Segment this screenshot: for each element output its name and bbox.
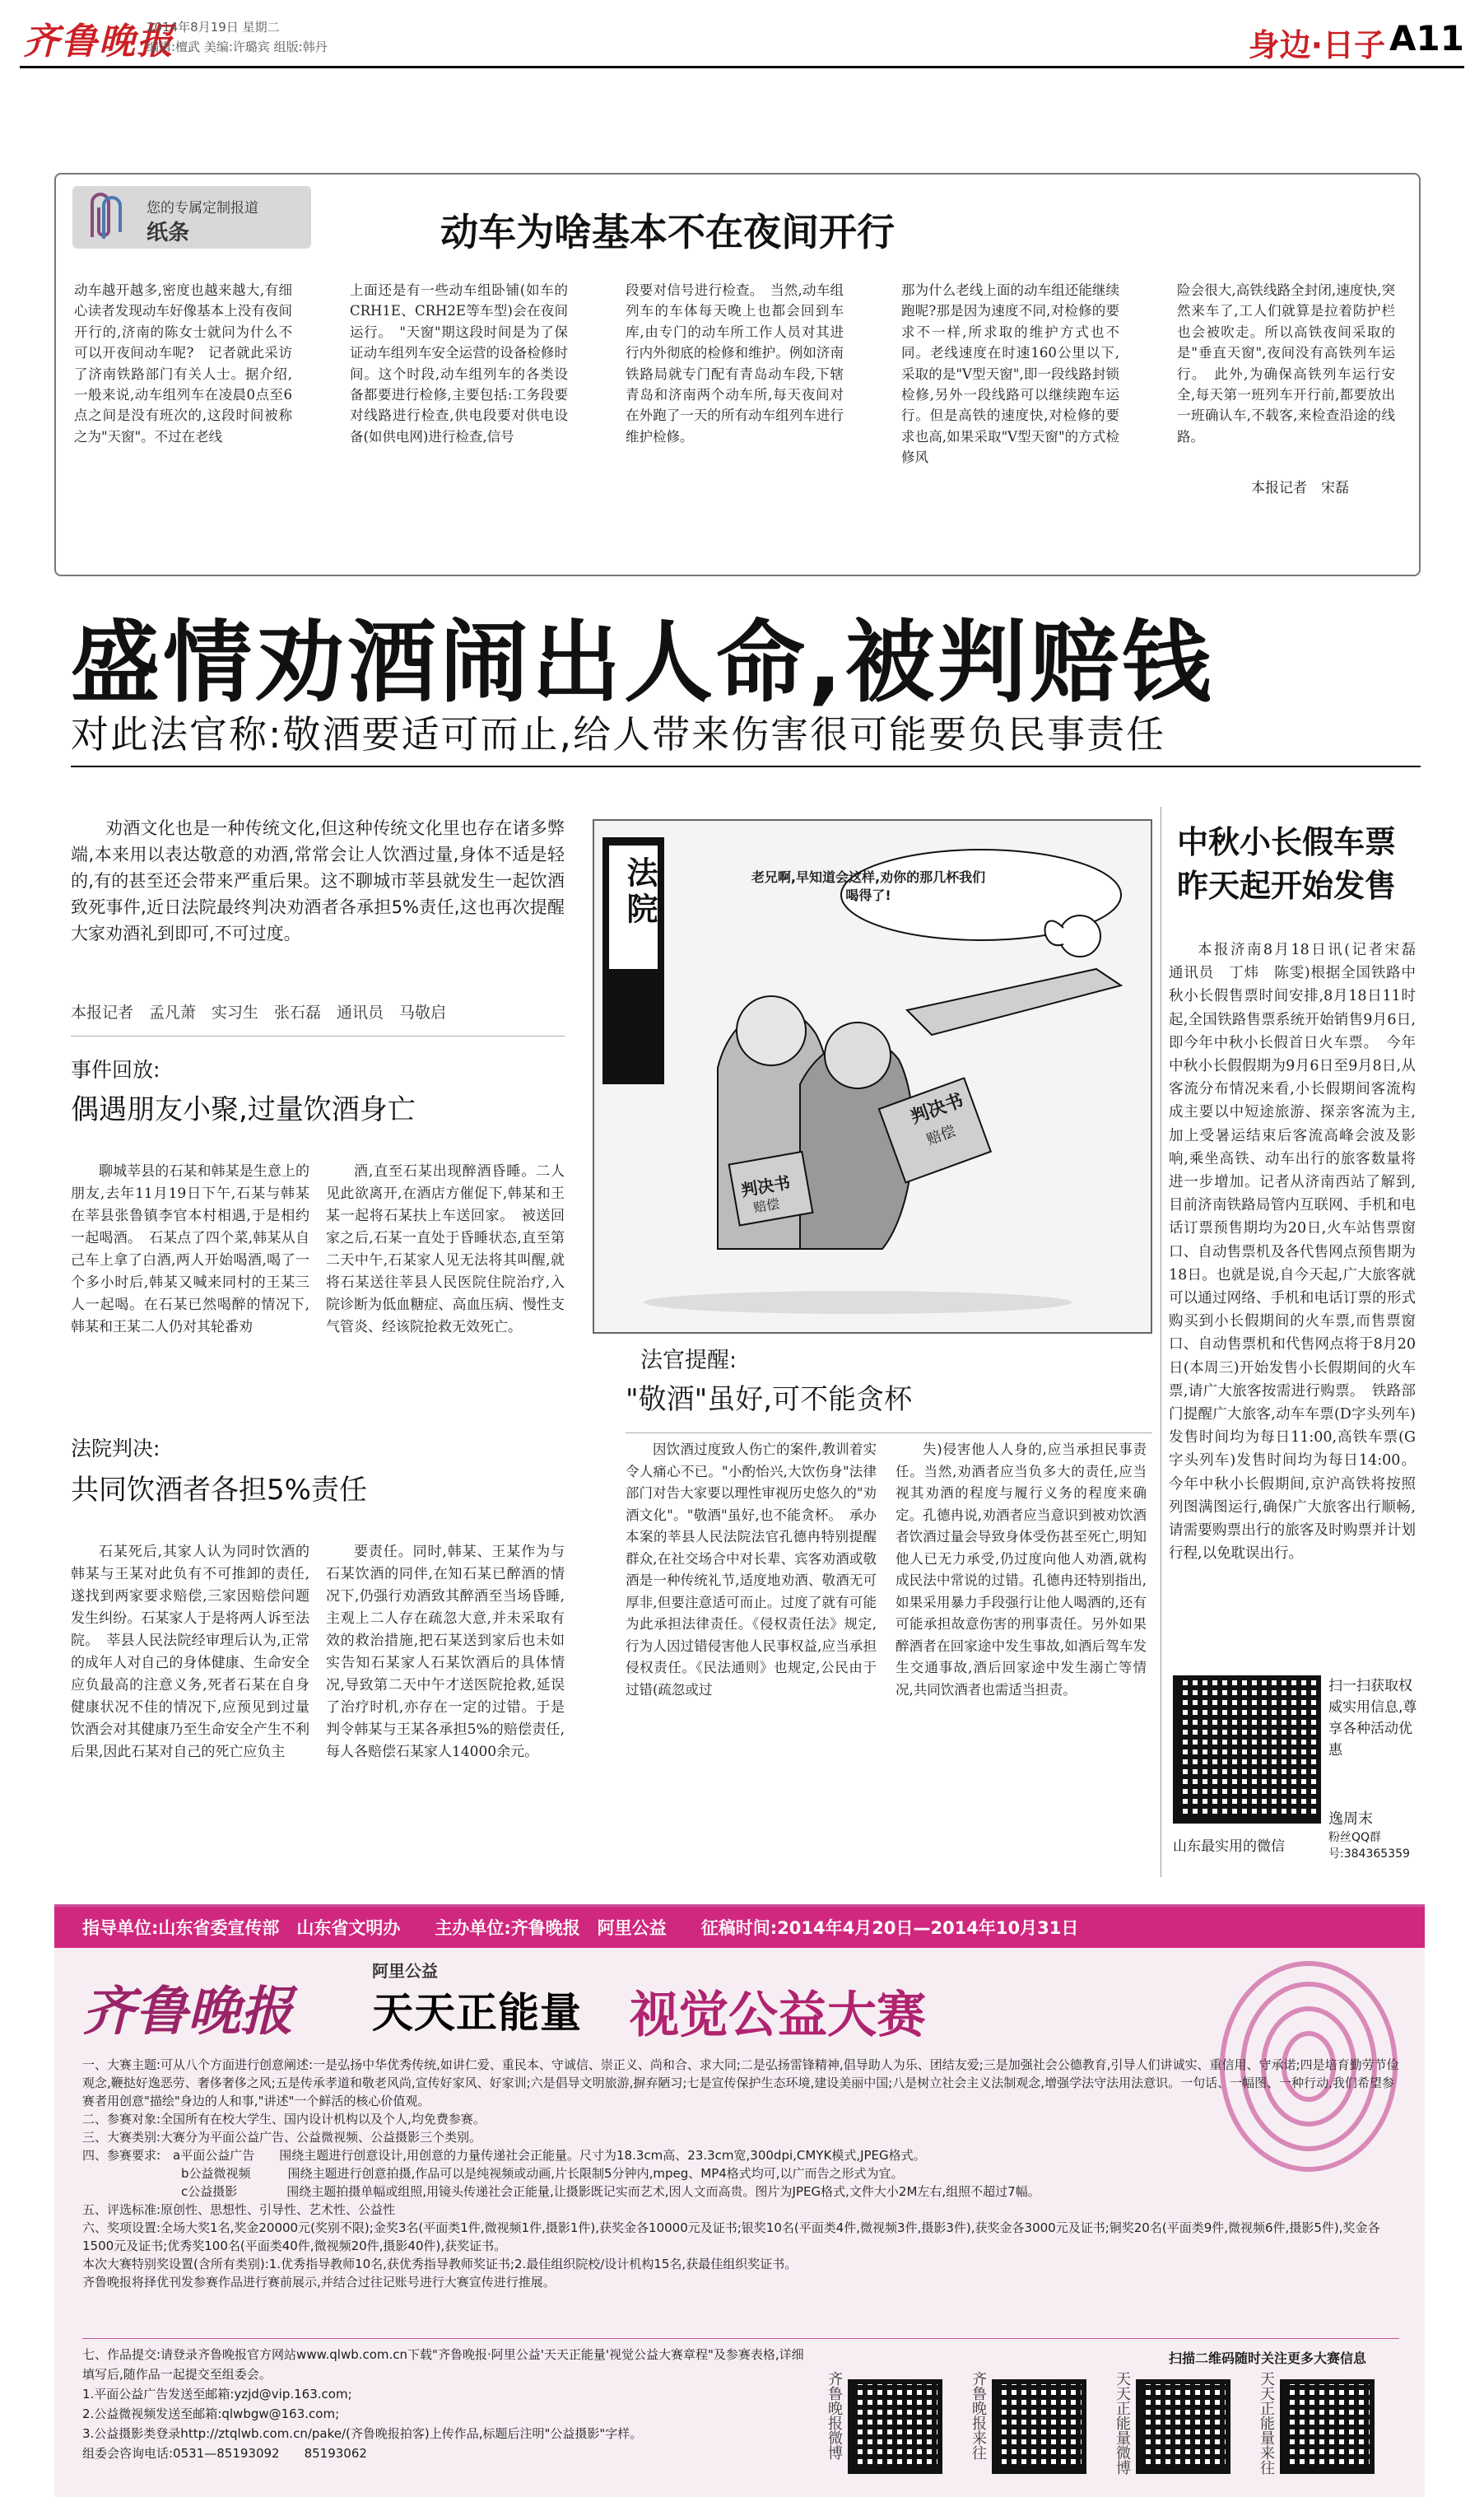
section1-column-1: 聊城莘县的石某和韩某是生意上的朋友,去年11月19日下午,石某与韩某在莘县张鲁镇李官本村相遇,于是相约一起喝酒。 石某点了四个菜,韩某从自己车上拿了白酒,两人开始喝酒,喝了一个多小时后,韩某又喊来同村的王某三人一起喝。在石某已然喝醉的情况下,韩某和王某二人仍对其轮番劝	[71, 1163, 309, 1335]
cartoon-verdict-sub: 赔偿	[924, 1122, 959, 1149]
section-tag: 身边·日子	[1248, 27, 1385, 63]
ad-qr-label-1: 齐鲁晚报微博	[826, 2371, 843, 2460]
note-byline: 本报记者 宋磊	[1251, 480, 1349, 496]
ad-rule-line: 一、大赛主题:可从八个方面进行创意阐述:一是弘扬中华优秀传统,如讲仁爱、重民本、守诚信、崇正义、尚和合、求大同;二是弘扬雷锋精神,倡导助人为乐、团结友爱;三是加强社会公德教育,引导人们讲诚实、重信用、守承诺;四是培育勤劳节俭观念,鞭挞好逸恶劳、奢侈奢侈之风;五是传承孝道和敬老风尚,宣传好家风、好家训;六是倡导文明旅游,摒弃陋习;七是宣传保护生态环境,建设美丽中国;八是树立社会主义法制观念,增强学法守法用法意识。一句话、一幅图、一种行动,我们希望参赛者用创意"描绘"身边的人和事,"讲述"一个鲜活的核心价值观。	[82, 2057, 1399, 2108]
side-body: 本报济南8月18日讯(记者宋磊 通讯员 丁炜 陈雯)根据全国铁路中秋小长假售票时间安排,8月18日11时起,全国铁路售票系统开始销售9月6日,即今年中秋小长假首日火车票。 今年中秋小长假假期为9月6日至9月8日,从客流分布情况来看,小长假期间客流构成主要以中短途旅游、探亲客流为主,加上受暑运结束后客流高峰会波及影响,乘坐高铁、动车出行的旅客数量将进一步增加。记者从济南西站了解到,目前济南铁路局管内互联网、手机和电话订票预售期均为20日,火车站售票窗口、自动售票机及各代售网点预售期为18日。也就是说,自今天起,广大旅客就可以通过网络、手机和电话订票的形式购买到小长假期间的火车票,而售票窗口、自动售票机和代售网点将于8月20日(本周三)开始发售小长假期间的火车票,请广大旅客按需进行购票。 铁路部门提醒广大旅客,动车车票(D字头列车)发售时间均为每日11:00,高铁车票(G字头列车)发售时间均为每日14:00。今年中秋小长假期间,京沪高铁将按照列图满图运行,确保广大旅客出行顺畅,请需要购票出行的旅客及时购票并计划行程,以免耽误出行。	[1169, 942, 1431, 1563]
lead-paragraph: 劝酒文化也是一种传统文化,但这种传统文化里也存在诸多弊端,本来用以表达敬意的劝酒,常常会让人饮酒过量,身体不适是轻的,有的甚至还会带来严重后果。这不聊城市莘县就发生一起饮酒致死事件,近日法院最终判决劝酒者各承担5%责任,这也再次提醒大家劝酒礼到即可,不可过度。	[71, 818, 565, 943]
ad-submit-line: 1.平面公益广告发送至邮箱:yzjd@vip.163.com;	[82, 2387, 352, 2402]
ad-brand-top: 阿里公益	[372, 1961, 438, 1981]
side-title-line1: 中秋小长假车票	[1177, 824, 1397, 860]
masthead-logo: 齐鲁晚报	[23, 21, 174, 63]
ad-qr-code-3[interactable]	[1136, 2379, 1230, 2474]
main-headline: 盛情劝酒闹出人命,被判赔钱	[71, 612, 1215, 715]
note-tag-sub: 您的专属定制报道	[147, 200, 258, 217]
ad-rule-line: 四、参赛要求: a平面公益广告 围绕主题进行创意设计,用创意的力量传递社会正能量。尺寸为18.3cm高、23.3cm宽,300dpi,CMYK模式,JPEG格式。	[82, 2148, 926, 2163]
ad-rules	[82, 2056, 1399, 2291]
cartoon-speech-bubble: 老兄啊,早知道会这样,劝你的那几杯我们喝得了!	[751, 869, 986, 903]
ad-masthead-logo: 齐鲁晚报	[82, 1981, 293, 2043]
paper-clip-icon	[76, 188, 133, 245]
tip-column-2: 失)侵害他人人身的,应当承担民事责任。当然,劝酒者应当负多大的责任,应当视其劝酒的程度与履行义务的程度来确定。孔德冉说,劝酒者应当意识到被劝饮酒者饮酒过量会导致身体受伤甚至死亡,明知他人已无力承受,仍过度向他人劝酒,就构成民法中常说的过错。孔德冉还特别指出,如果采用暴力手段强行让他人喝酒的,还有可能承担故意伤害的刑事责任。另外如果醉酒者在回家途中发生事故,如酒后驾车发生交通事故,酒后回家途中发生溺亡等情况,共同饮酒者也需适当担责。	[896, 1442, 1147, 1698]
cartoon-verdict-label: 判决书	[908, 1090, 966, 1129]
ad-rule-line: 六、奖项设置:全场大奖1名,奖金20000元(奖别不限);金奖3名(平面类1件,微视频1件,摄影1件),获奖金各10000元及证书;银奖10名(平面类4件,微视频3件,摄影3件),获奖金各3000元及证书;铜奖20名(平面类9件,微视频6件,摄影5件),奖金各1500元及证书;优秀奖100名(平面类40件,微视频20件,摄影40件),获奖证书。	[82, 2220, 1380, 2253]
date-line: 2014年8月19日 星期二	[147, 20, 280, 35]
headline-rule	[71, 766, 1421, 767]
ad-rule-line: 齐鲁晚报将择优刊发参赛作品进行赛前展示,并结合过往记账号进行大赛宣传进行推展。	[82, 2275, 556, 2290]
note-column-2: 上面还是有一些动车组卧铺(如车的CRH1E、CRH2E等车型)会在夜间运行。 "天窗"期这段时间是为了保证动车组列车安全运营的设备检修时间。这个时段,动车组列车的各类设备都要进行检修,主要包括:工务段要对线路进行检查,供电段要对供电设备(如供电网)进行检查,信号	[350, 282, 568, 445]
cartoon-court-sign: 法院	[621, 856, 658, 929]
ad-submit-line: 3.公益摄影类登录http://ztqlwb.com.cn/pake/(齐鲁晚报拍客)上传作品,标题后注明"公益摄影"字样。	[82, 2426, 643, 2441]
ad-rule-line: 本次大赛特别奖设置(含所有类别):1.优秀指导教师10名,获优秀指导教师奖证书;2.最佳组织院校/设计机构15名,获最佳组织奖证书。	[82, 2257, 798, 2271]
note-column-1: 动车越开越多,密度也越来越大,有细心读者发现动车好像基本上没有夜间开行的,济南的陈女士就问为什么不可以开夜间动车呢? 记者就此采访了济南铁路部门有关人士。据介绍,一般来说,动车组列车在凌晨0点至6点之间是没有班次的,这段时间被称之为"天窗"。不过在老线	[74, 282, 292, 445]
section2-label: 法院判决:	[71, 1437, 160, 1460]
page-number: A11	[1389, 18, 1464, 58]
section1-label: 事件回放:	[71, 1058, 160, 1082]
note-tag-word: 纸条	[147, 221, 190, 245]
ad-qr-code-1[interactable]	[848, 2379, 942, 2474]
note-title: 动车为啥基本不在夜间开行	[440, 210, 895, 254]
section1-column-2: 酒,直至石某出现醉酒昏睡。二人见此欲离开,在酒店方催促下,韩某和王某一起将石某扶上车送回家。 被送回家之后,石某一直处于昏睡状态,直至第二天中午,石某家人见无法将其叫醒,就将石某送往莘县人民医院住院治疗,入院诊断为低血糖症、高血压病、慢性支气管炎、经该院抢救无效死亡。	[326, 1163, 565, 1335]
ad-submit-line: 2.公益微视频发送至邮箱:qlwbgw@163.com;	[82, 2406, 340, 2421]
cartoon-verdict-sub-2: 赔偿	[751, 1195, 781, 1216]
ad-rule-line: 三、大赛类别:大赛分为平面公益广告、公益微视频、公益摄影三个类别。	[82, 2130, 482, 2145]
note-column-5: 险会很大,高铁线路全封闭,速度快,突然来车了,工人们就算是拉着防护栏也会被吹走。所以高铁夜间采取的是"垂直天窗",夜间没有高铁列车运行。 此外,为确保高铁列车运行安全,每天第一班列车开行前,都要放出一班确认车,不载客,来检查沿途的线路。	[1177, 282, 1395, 445]
ad-qr-code-4[interactable]	[1280, 2379, 1375, 2474]
main-subhead: 对此法官称:敬酒要适可而止,给人带来伤害很可能要负民事责任	[71, 712, 1166, 757]
ad-qr-label-2: 齐鲁晚报来往	[970, 2371, 987, 2460]
section1-title: 偶遇朋友小聚,过量饮酒身亡	[71, 1093, 416, 1126]
ad-rule-line: 五、评选标准:原创性、思想性、引导性、艺术性、公益性	[82, 2202, 396, 2217]
section2-title: 共同饮酒者各担5%责任	[71, 1474, 367, 1507]
ad-rule-line: b公益微视频 围绕主题进行创意拍摄,作品可以是纯视频或动画,片长限制5分钟内,mpeg、MP4格式均可,以广而告之形式为宜。	[82, 2166, 904, 2181]
side-qr-account: 逸周末	[1328, 1810, 1373, 1828]
note-column-3: 段要对信号进行检查。 当然,动车组列车的车体每天晚上也都会回到车库,由专门的动车所工作人员对其进行内外彻底的检修和维护。例如济南铁路局就专门配有青岛动车段,下辖青岛和济南两个动车所,每天夜间对在外跑了一天的所有动车组列车进行维护检修。	[626, 282, 844, 445]
ad-submit-line: 组委会咨询电话:0531—85193092 85193062	[82, 2446, 367, 2461]
main-byline: 本报记者 孟凡萧 实习生 张石磊 通讯员 马敬启	[71, 1004, 447, 1022]
section2-column-1: 石某死后,其家人认为同时饮酒的韩某与王某对此负有不可推卸的责任,遂找到两家要求赔偿,三家因赔偿问题发生纠纷。石某家人于是将两人诉至法院。 莘县人民法院经审理后认为,正常的成年人对自己的身体健康、生命安全应负最高的注意义务,死者石某在自身健康状况不佳的情况下,应预见到过量饮酒会对其健康乃至生命安全产生不利后果,因此石某对自己的死亡应负主	[71, 1544, 309, 1760]
staff-line: 编辑:檀武 美编:许璐宾 组版:韩丹	[147, 40, 328, 54]
ad-qr-header: 扫描二维码随时关注更多大赛信息	[1169, 2350, 1367, 2366]
cartoon-verdict-label-2: 判决书	[739, 1172, 792, 1201]
tip-title: "敬酒"虽好,可不能贪杯	[626, 1383, 913, 1416]
side-qr-qq: 粉丝QQ群号:384365359	[1328, 1831, 1410, 1861]
header-rule	[20, 66, 1464, 68]
ad-submit-line: 七、作品提交:请登录齐鲁晚报官方网站www.qlwb.com.cn下载"齐鲁晚报·阿里公益'天天正能量'视觉公益大赛章程"及参赛表格,详细填写后,随作品一起提交至组委会。	[82, 2347, 804, 2382]
ad-rule-line: c公益摄影 围绕主题拍摄单幅或组照,用镜头传递社会正能量,让摄影既记实而艺术,因人文而高贵。图片为JPEG格式,文件大小2M左右,组照不超过7幅。	[82, 2184, 1040, 2199]
ad-qr-label-3: 天天正能量微博	[1114, 2371, 1131, 2475]
side-qr-code[interactable]	[1173, 1675, 1321, 1824]
ad-brand: 天天正能量	[372, 1989, 582, 2037]
tip-label: 法官提醒:	[640, 1348, 737, 1373]
ad-divider	[82, 2338, 1399, 2339]
ad-qr-code-2[interactable]	[992, 2379, 1086, 2474]
ad-submit	[82, 2345, 807, 2463]
ad-qr-label-4: 天天正能量来往	[1258, 2371, 1275, 2475]
section2-column-2: 要责任。同时,韩某、王某作为与石某饮酒的同伴,在知石某已醉酒的情况下,仍强行劝酒致其醉酒至当场昏睡,主观上二人存在疏忽大意,并未采取有效的救治措施,把石某送到家后也未如实告知石某家人石某饮酒后的具体情况,导致第二天中午才送医院抢救,延误了治疗时机,亦存在一定的过错。于是判令韩某与王某各承担5%的赔偿责任,每人各赔偿石某家人14000余元。	[326, 1544, 565, 1760]
tip-column-1: 因饮酒过度致人伤亡的案件,教训着实令人痛心不已。"小酌怡兴,大饮伤身"法律部门对告大家要以理性审视历史悠久的"劝酒文化"。"敬酒"虽好,也不能贪杯。 承办本案的莘县人民法院法官孔德冉特别提醒群众,在社交场合中对长辈、宾客劝酒或敬酒是一种传统礼节,适度地劝酒、敬酒无可厚非,但要注意适可而止。过度了就有可能为此承担法律责任。《侵权责任法》规定,行为人因过错侵害他人民事权益,应当承担侵权责任。《民法通则》也规定,公民由于过错(疏忽或过	[626, 1442, 877, 1698]
ad-band-text: 指导单位:山东省委宣传部 山东省文明办 主办单位:齐鲁晚报 阿里公益 征稿时间:2014年4月20日—2014年10月31日	[82, 1918, 1079, 1938]
ad-rule-line: 二、参赛对象:全国所有在校大学生、国内设计机构以及个人,均免费参赛。	[82, 2112, 486, 2127]
ad-title: 视觉公益大赛	[630, 1987, 926, 2044]
note-column-4: 那为什么老线上面的动车组还能继续跑呢?那是因为速度不同,对检修的要求不一样,所求取的维护方式也不同。老线速度在时速160公里以下,采取的是"V型天窗",即一段线路封锁检修,另外一段线路可以继续跑车运行。但是高铁的速度快,对检修的要求也高,如果采取"V型天窗"的方式检修风	[901, 282, 1119, 466]
side-qr-caption: 扫一扫获取权威实用信息,尊享各种活动优惠	[1328, 1678, 1417, 1759]
byline-rule	[71, 1036, 565, 1037]
side-qr-footer: 山东最实用的微信	[1173, 1838, 1285, 1855]
side-title-line2: 昨天起开始发售	[1177, 868, 1397, 904]
